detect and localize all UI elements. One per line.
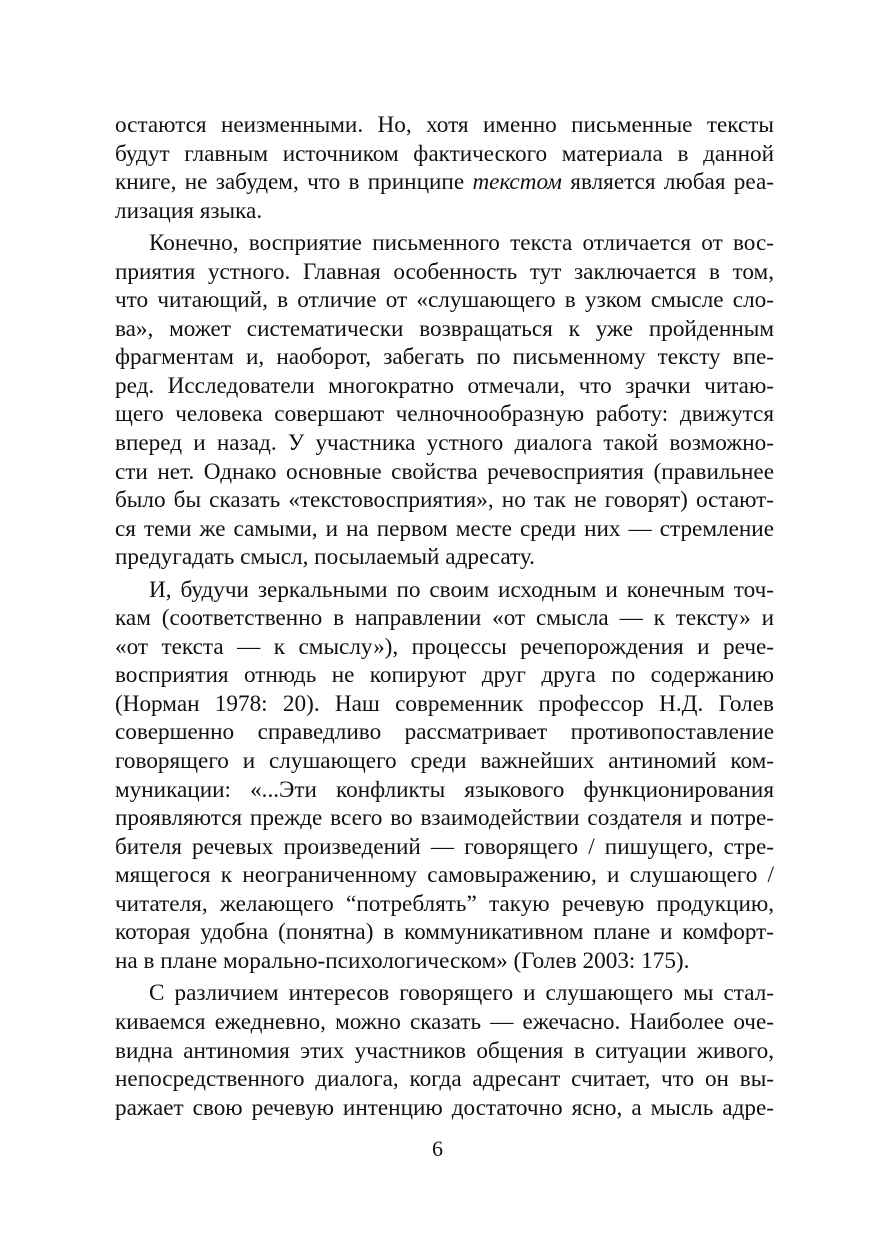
paragraph <box>115 576 774 976</box>
text-line: восприятия отнюдь не копируют друг друга по содержанию <box>115 662 774 689</box>
text-line: было бы сказать «текстовосприятия», но так не говорят) остают- <box>115 487 774 514</box>
paragraph <box>115 229 774 572</box>
text-line: киваемся ежедневно, можно сказать — ежечасно. Наиболее оче- <box>115 1008 774 1035</box>
body-text <box>115 111 774 1122</box>
text-line: И, будучи зеркальными по своим исходным и конечным точ- <box>149 576 774 603</box>
text-line: кам (соответственно в направлении «от смысла — к тексту» и <box>115 605 774 632</box>
text-line: которая удобна (понятна) в коммуникативном плане и комфорт- <box>115 919 774 946</box>
text-line: приятия устного. Главная особенность тут заключается в том, <box>115 258 774 285</box>
text-line: сти нет. Однако основные свойства речевосприятия (правильнее <box>115 458 774 485</box>
italic-term: текстом <box>472 169 562 196</box>
text-line: лизация языка. <box>115 197 263 224</box>
text-line: остаются неизменными. Но, хотя именно письменные тексты <box>115 112 774 138</box>
paragraph <box>115 111 774 225</box>
text-line: ся теми же самыми, и на первом месте среди них — стремление <box>115 515 774 542</box>
paragraph <box>115 979 774 1122</box>
text-line: фрагментам и, наоборот, забегать по письменному тексту впе- <box>115 344 774 371</box>
text-line: мящегося к неограниченному самовыражению, и слушающего / <box>115 862 774 889</box>
text-line: проявляются прежде всего во взаимодействии создателя и потре- <box>115 805 774 832</box>
text-line: щего человека совершают челночнообразную работу: движутся <box>115 401 774 428</box>
text-line: бителя речевых произведений — говорящего / пишущего, стре- <box>115 833 774 860</box>
text-segment: книге, не забудем, что в принципе <box>115 169 473 196</box>
text-line: говорящего и слушающего среди важнейших антиномий ком- <box>115 748 774 775</box>
text-line: непосредственного диалога, когда адресант считает, что он вы- <box>115 1066 774 1093</box>
text-line: вперед и назад. У участника устного диалога такой возможно- <box>115 430 774 457</box>
text-line: совершенно справедливо рассматривает противопоставление <box>115 719 774 746</box>
text-line: предугадать смысл, посылаемый адресату. <box>115 544 535 571</box>
text-line <box>115 168 774 197</box>
text-line: что читающий, в отличие от «слушающего в узком смысле сло- <box>115 287 774 314</box>
text-line: муникации: «...Эти конфликты языкового функционирования <box>115 776 774 803</box>
text-line: «от текста — к смыслу»), процессы речепорождения и рече- <box>115 633 774 660</box>
text-segment: является любая реа- <box>561 169 774 196</box>
page-number: 6 <box>432 1136 443 1161</box>
text-line: С различием интересов говорящего и слушающего мы стал- <box>149 980 774 1007</box>
text-line: (Норман 1978: 20). Наш современник профессор Н.Д. Голев <box>115 690 774 717</box>
text-line: читателя, желающего “потреблять” такую речевую продукцию, <box>115 890 774 917</box>
text-line: Конечно, восприятие письменного текста отличается от вос- <box>149 230 774 257</box>
text-line: ред. Исследователи многократно отмечали, что зрачки читаю- <box>115 372 774 399</box>
text-line: ражает свою речевую интенцию достаточно ясно, а мысль адре- <box>115 1094 774 1121</box>
text-line: видна антиномия этих участников общения в ситуации живого, <box>115 1037 774 1064</box>
text-line: ва», может систематически возвращаться к уже пройденным <box>115 315 774 342</box>
text-line: на в плане морально-психологическом» (Голев 2003: 175). <box>115 947 690 974</box>
text-line: будут главным источником фактического материала в данной <box>115 140 774 167</box>
